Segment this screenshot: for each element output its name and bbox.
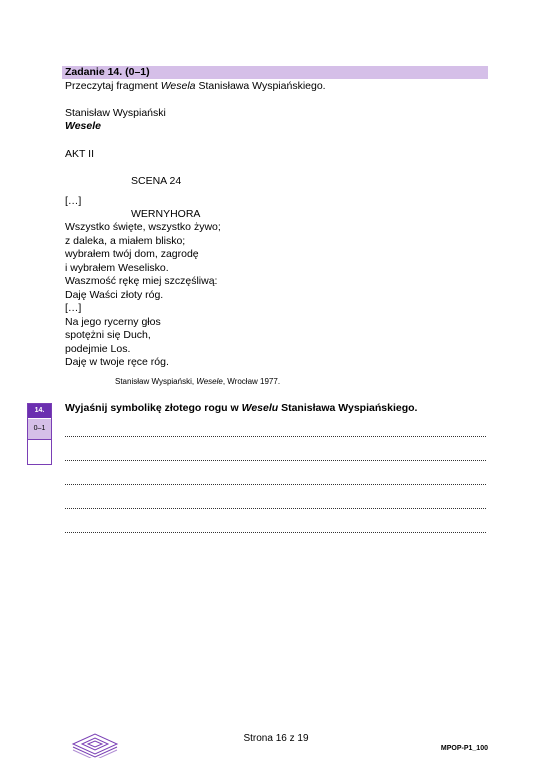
score-box — [27, 403, 52, 465]
task-header-label: Zadanie 14. (0–1) — [65, 66, 150, 78]
question-text — [65, 402, 417, 416]
intro-title: Wesela — [160, 80, 196, 92]
answer-line[interactable] — [65, 484, 486, 485]
verse-line: Wszystko święte, wszystko żywo; — [65, 221, 221, 233]
verse-line: podejmie Los. — [65, 343, 131, 355]
verse-line: i wybrałem Weselisko. — [65, 262, 169, 274]
source-author: Stanisław Wyspiański, — [115, 377, 197, 386]
scene-label: SCENA 24 — [131, 175, 182, 187]
source-citation — [115, 375, 280, 389]
points-range: 0–1 — [28, 419, 51, 440]
speaker-name: WERNYHORA — [131, 208, 201, 220]
question-title: Weselu — [241, 402, 279, 414]
verse-line: spotężni się Duch, — [65, 329, 151, 341]
verse-line: z daleka, a miałem blisko; — [65, 235, 186, 247]
task-header — [62, 66, 488, 79]
verse-line: Daję w twoje ręce róg. — [65, 356, 169, 368]
question-pre: Wyjaśnij symbolikę złotego rogu w — [65, 402, 242, 414]
verse-line: Daję Waści złoty róg. — [65, 289, 164, 301]
page-number: Strona 16 z 19 — [243, 733, 309, 744]
act-label: AKT II — [65, 148, 94, 160]
answer-line[interactable] — [65, 436, 486, 437]
answer-line[interactable] — [65, 508, 486, 509]
author: Stanisław Wyspiański — [65, 107, 166, 119]
intro-text-end: Stanisława Wyspiańskiego. — [195, 80, 326, 92]
ellipsis-1: […] — [65, 195, 82, 207]
ellipsis-2: […] — [65, 302, 82, 314]
answer-line[interactable] — [65, 460, 486, 461]
task-intro — [65, 80, 326, 94]
work-title: Wesele — [65, 120, 101, 132]
answer-line[interactable] — [65, 532, 486, 533]
verse-line: wybrałem twój dom, zagrodę — [65, 248, 199, 260]
source-place: , Wrocław 1977. — [222, 377, 281, 386]
exam-code: MPOP-P1_100 — [440, 745, 488, 752]
intro-text: Przeczytaj fragment — [65, 80, 161, 92]
source-title: Wesele — [196, 377, 223, 386]
verse-line: Na jego rycerny głos — [65, 316, 161, 328]
task-number: 14. — [28, 404, 51, 418]
question-post: Stanisława Wyspiańskiego. — [278, 402, 418, 414]
verse-line: Waszmość rękę miej szczęśliwą: — [65, 275, 218, 287]
